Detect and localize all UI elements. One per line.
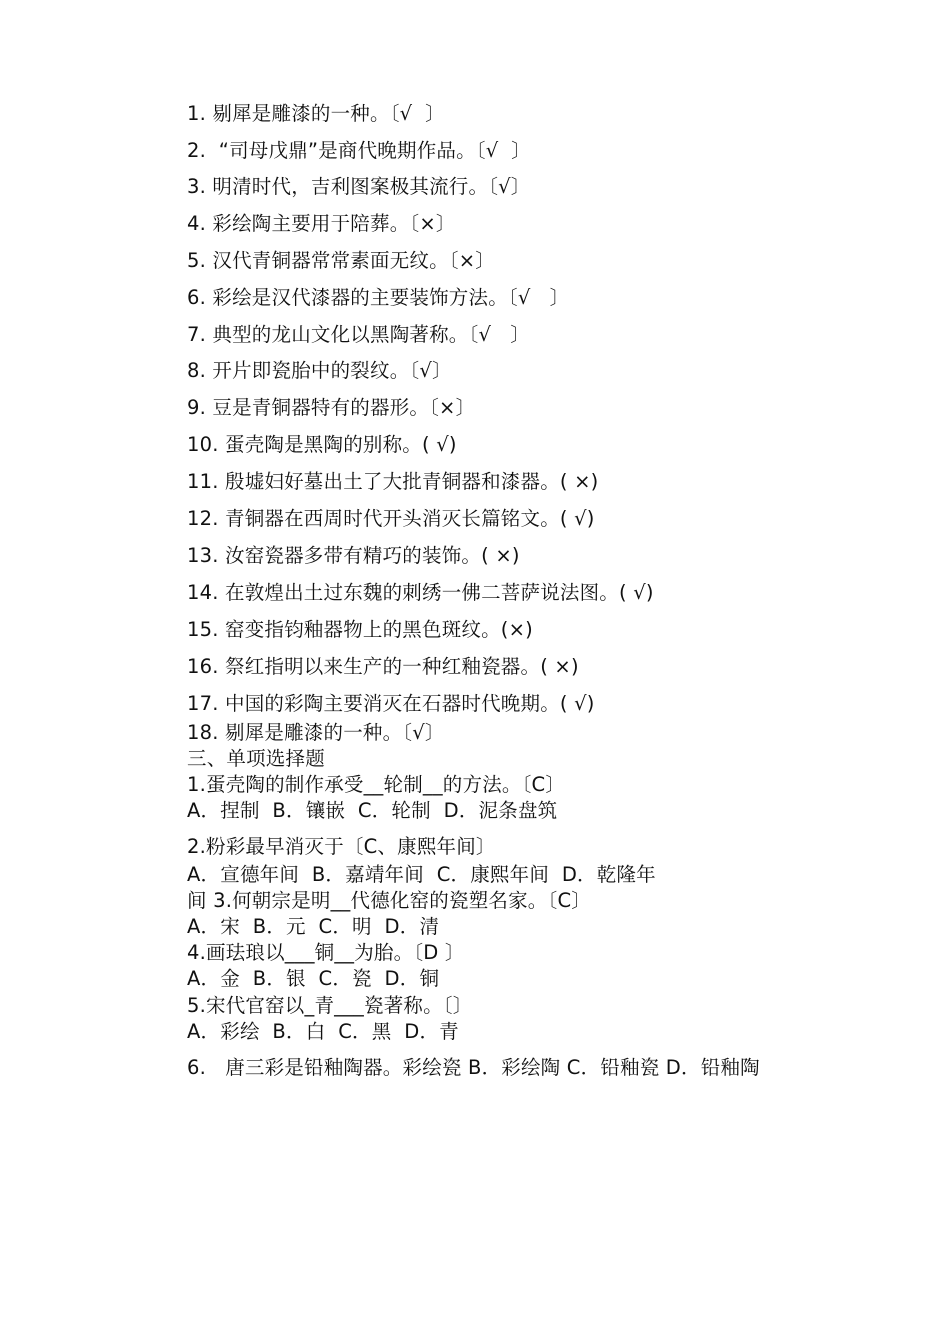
text-line: 7. 典型的龙山文化以黑陶著称。〔√ 〕 xyxy=(187,323,530,346)
text-line: 8. 开片即瓷胎中的裂纹。〔√〕 xyxy=(187,359,452,382)
text-line: 9. 豆是青铜器特有的器形。〔×〕 xyxy=(187,396,476,419)
text-line: 10. 蛋壳陶是黑陶的别称。( √) xyxy=(187,433,457,456)
options-line: A．捏制 B．镶嵌 C．轮制 D．泥条盘筑 xyxy=(187,799,558,822)
question-line: 间 3.何朝宗是明__代德化窑的瓷塑名家。〔C〕 xyxy=(187,889,591,912)
question-line: 2.粉彩最早消灭于〔C、康熙年间〕 xyxy=(187,835,496,858)
question-line: 5.宋代官窑以_青___瓷著称。〔〕 xyxy=(187,994,473,1017)
options-line: A．金 B．银 C．瓷 D．铜 xyxy=(187,967,440,990)
text-line: 13. 汝窑瓷器多带有精巧的装饰。( ×) xyxy=(187,544,520,567)
section-heading: 三、单项选择题 xyxy=(187,747,325,770)
text-line: 12. 青铜器在西周时代开头消灭长篇铭文。( √) xyxy=(187,507,595,530)
question-line: 1.蛋壳陶的制作承受__轮制__的方法。〔C〕 xyxy=(187,773,566,796)
text-line: 2. “司母戊鼎”是商代晚期作品。〔√ 〕 xyxy=(187,139,531,162)
text-line: 16. 祭红指明以来生产的一种红釉瓷器。( ×) xyxy=(187,655,579,678)
text-line: 17. 中国的彩陶主要消灭在石器时代晚期。( √) xyxy=(187,692,595,715)
text-line: 5. 汉代青铜器常常素面无纹。〔×〕 xyxy=(187,249,495,272)
options-line: A．彩绘 B．白 C．黑 D．青 xyxy=(187,1020,459,1043)
text-line: 1. 剔犀是雕漆的一种。〔√ 〕 xyxy=(187,102,445,125)
question-line: 4.画珐琅以___铜__为胎。〔D 〕 xyxy=(187,941,465,964)
text-line: 4. 彩绘陶主要用于陪葬。〔×〕 xyxy=(187,212,456,235)
text-line: 6. 彩绘是汉代漆器的主要装饰方法。〔√ 〕 xyxy=(187,286,570,309)
options-line: A．宣德年间 B．嘉靖年间 C．康熙年间 D．乾隆年 xyxy=(187,863,656,886)
options-line: A．宋 B．元 C．明 D．清 xyxy=(187,915,440,938)
text-line: 3. 明清时代，吉利图案极其流行。〔√〕 xyxy=(187,175,531,198)
text-line: 15. 窑变指钧釉器物上的黑色斑纹。(×) xyxy=(187,618,533,641)
text-line: 18. 剔犀是雕漆的一种。〔√〕 xyxy=(187,721,445,744)
question-line: 6. 唐三彩是铅釉陶器。彩绘瓷 B．彩绘陶 C．铅釉瓷 D．铅釉陶 xyxy=(187,1056,760,1079)
text-line: 11. 殷墟妇好墓出土了大批青铜器和漆器。( ×) xyxy=(187,470,599,493)
text-line: 14. 在敦煌出土过东魏的刺绣一佛二菩萨说法图。( √) xyxy=(187,581,654,604)
